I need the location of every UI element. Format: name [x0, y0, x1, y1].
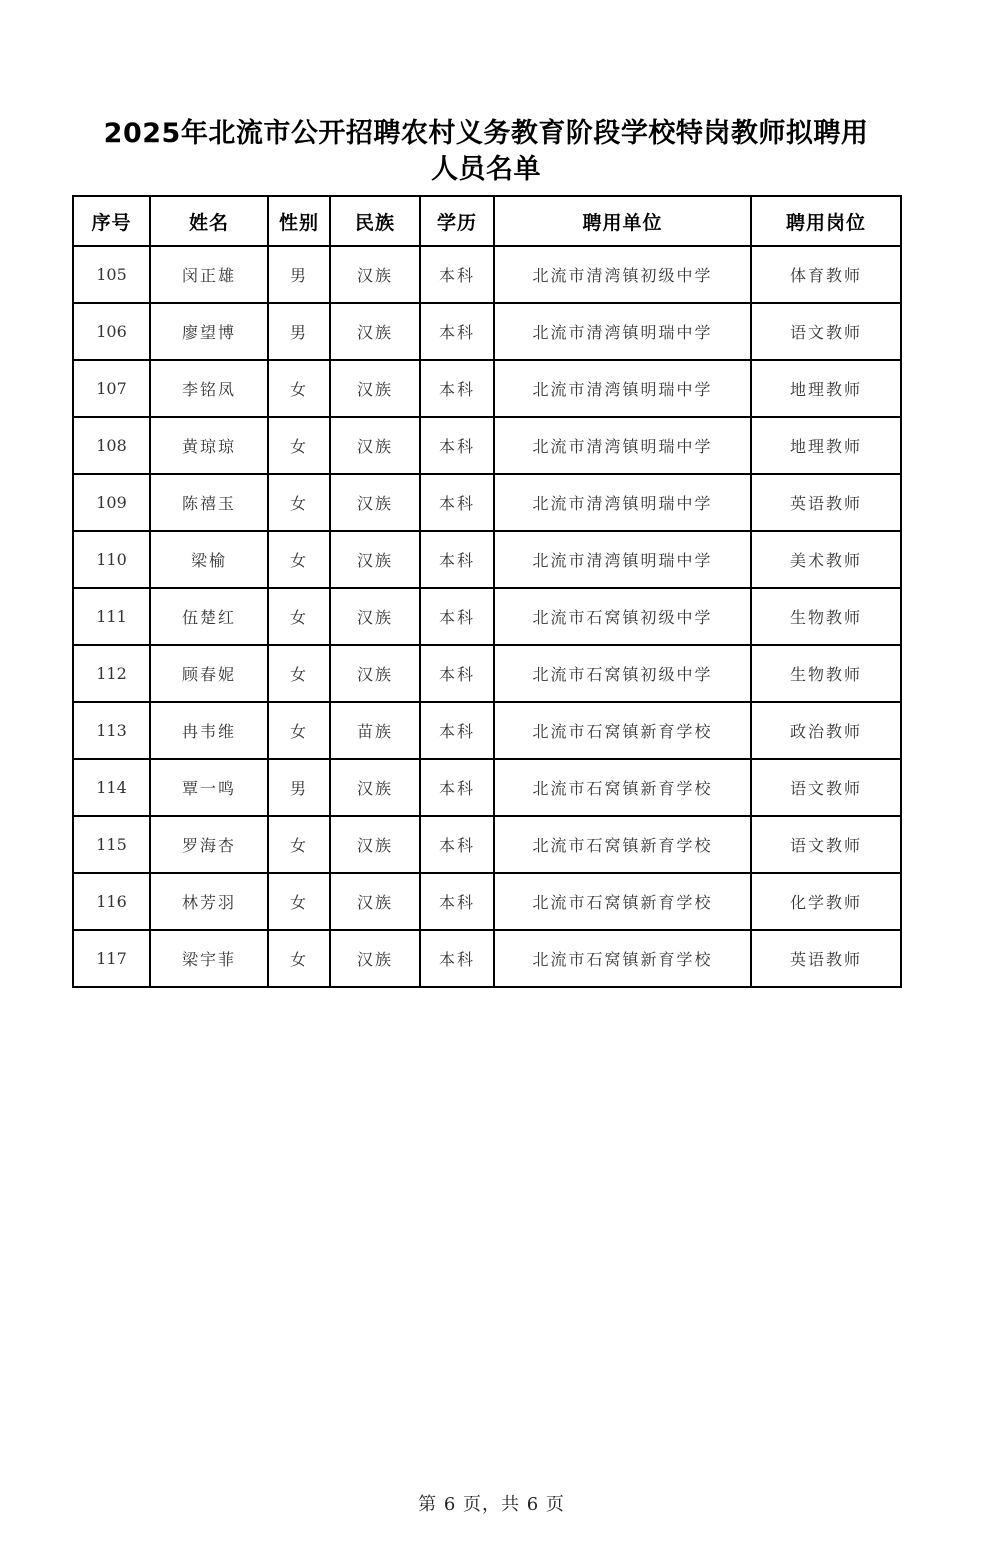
cell-ethnicity: 汉族: [330, 645, 420, 702]
cell-gender: 男: [268, 246, 330, 303]
cell-ethnicity: 汉族: [330, 588, 420, 645]
cell-education: 本科: [420, 588, 494, 645]
cell-education: 本科: [420, 930, 494, 987]
cell-education: 本科: [420, 246, 494, 303]
cell-ethnicity: 苗族: [330, 702, 420, 759]
table-row: [73, 246, 901, 303]
title-line-1: 2025年北流市公开招聘农村义务教育阶段学校特岗教师拟聘用: [103, 118, 869, 149]
header-cell-education: 学历: [420, 196, 494, 246]
cell-name: 陈禧玉: [150, 474, 268, 531]
cell-number: 105: [73, 246, 150, 303]
cell-education: 本科: [420, 360, 494, 417]
table-row: [73, 645, 901, 702]
cell-name: 梁宇菲: [150, 930, 268, 987]
cell-name: 林芳羽: [150, 873, 268, 930]
cell-gender: 男: [268, 759, 330, 816]
cell-gender: 女: [268, 417, 330, 474]
cell-ethnicity: 汉族: [330, 816, 420, 873]
cell-gender: 女: [268, 531, 330, 588]
table-row: [73, 930, 901, 987]
cell-post: 生物教师: [751, 588, 901, 645]
cell-unit: 北流市石窝镇初级中学: [494, 588, 751, 645]
cell-post: 英语教师: [751, 930, 901, 987]
cell-name: 黄琼琼: [150, 417, 268, 474]
table-row: [73, 360, 901, 417]
cell-unit: 北流市清湾镇明瑞中学: [494, 474, 751, 531]
cell-ethnicity: 汉族: [330, 417, 420, 474]
cell-name: 覃一鸣: [150, 759, 268, 816]
cell-post: 美术教师: [751, 531, 901, 588]
cell-post: 体育教师: [751, 246, 901, 303]
cell-education: 本科: [420, 303, 494, 360]
cell-number: 113: [73, 702, 150, 759]
cell-gender: 女: [268, 360, 330, 417]
cell-education: 本科: [420, 702, 494, 759]
cell-gender: 女: [268, 930, 330, 987]
cell-gender: 女: [268, 588, 330, 645]
cell-name: 罗海杏: [150, 816, 268, 873]
cell-gender: 女: [268, 816, 330, 873]
table-row: [73, 474, 901, 531]
cell-number: 108: [73, 417, 150, 474]
cell-post: 地理教师: [751, 360, 901, 417]
cell-number: 117: [73, 930, 150, 987]
cell-name: 顾春妮: [150, 645, 268, 702]
cell-unit: 北流市清湾镇明瑞中学: [494, 360, 751, 417]
title-line-2: 人员名单: [431, 154, 541, 185]
cell-name: 梁榆: [150, 531, 268, 588]
cell-post: 地理教师: [751, 417, 901, 474]
cell-number: 112: [73, 645, 150, 702]
table-header-row: [73, 196, 901, 246]
cell-education: 本科: [420, 873, 494, 930]
cell-post: 语文教师: [751, 816, 901, 873]
cell-post: 语文教师: [751, 303, 901, 360]
cell-post: 政治教师: [751, 702, 901, 759]
cell-name: 闵正雄: [150, 246, 268, 303]
cell-name: 伍楚红: [150, 588, 268, 645]
cell-unit: 北流市清湾镇明瑞中学: [494, 417, 751, 474]
table-row: [73, 816, 901, 873]
header-cell-name: 姓名: [150, 196, 268, 246]
header-cell-ethnicity: 民族: [330, 196, 420, 246]
cell-ethnicity: 汉族: [330, 873, 420, 930]
cell-name: 李铭凤: [150, 360, 268, 417]
cell-unit: 北流市石窝镇初级中学: [494, 645, 751, 702]
header-cell-unit: 聘用单位: [494, 196, 751, 246]
table-row: [73, 759, 901, 816]
cell-ethnicity: 汉族: [330, 303, 420, 360]
table-row: [73, 873, 901, 930]
cell-unit: 北流市清湾镇初级中学: [494, 246, 751, 303]
cell-education: 本科: [420, 474, 494, 531]
cell-ethnicity: 汉族: [330, 474, 420, 531]
cell-number: 111: [73, 588, 150, 645]
cell-education: 本科: [420, 759, 494, 816]
table-row: [73, 588, 901, 645]
cell-name: 廖望博: [150, 303, 268, 360]
cell-number: 106: [73, 303, 150, 360]
cell-ethnicity: 汉族: [330, 759, 420, 816]
cell-ethnicity: 汉族: [330, 531, 420, 588]
cell-number: 107: [73, 360, 150, 417]
cell-gender: 女: [268, 645, 330, 702]
page-footer: 第 6 页，共 6 页: [418, 1494, 565, 1515]
cell-ethnicity: 汉族: [330, 930, 420, 987]
cell-post: 生物教师: [751, 645, 901, 702]
cell-education: 本科: [420, 816, 494, 873]
cell-number: 115: [73, 816, 150, 873]
cell-ethnicity: 汉族: [330, 360, 420, 417]
cell-post: 英语教师: [751, 474, 901, 531]
cell-education: 本科: [420, 417, 494, 474]
header-cell-post: 聘用岗位: [751, 196, 901, 246]
cell-unit: 北流市清湾镇明瑞中学: [494, 531, 751, 588]
cell-gender: 女: [268, 474, 330, 531]
cell-post: 化学教师: [751, 873, 901, 930]
document-title: [60, 116, 912, 188]
table-row: [73, 702, 901, 759]
roster-table: [72, 195, 902, 988]
cell-name: 冉韦维: [150, 702, 268, 759]
cell-ethnicity: 汉族: [330, 246, 420, 303]
cell-unit: 北流市石窝镇新育学校: [494, 816, 751, 873]
table-row: [73, 417, 901, 474]
cell-gender: 男: [268, 303, 330, 360]
cell-education: 本科: [420, 531, 494, 588]
header-cell-gender: 性别: [268, 196, 330, 246]
cell-unit: 北流市石窝镇新育学校: [494, 873, 751, 930]
cell-education: 本科: [420, 645, 494, 702]
cell-post: 语文教师: [751, 759, 901, 816]
cell-number: 114: [73, 759, 150, 816]
cell-number: 110: [73, 531, 150, 588]
cell-unit: 北流市清湾镇明瑞中学: [494, 303, 751, 360]
table-body: [73, 246, 901, 987]
header-cell-number: 序号: [73, 196, 150, 246]
table-row: [73, 531, 901, 588]
cell-gender: 女: [268, 873, 330, 930]
cell-unit: 北流市石窝镇新育学校: [494, 702, 751, 759]
cell-unit: 北流市石窝镇新育学校: [494, 759, 751, 816]
cell-number: 109: [73, 474, 150, 531]
table-row: [73, 303, 901, 360]
cell-number: 116: [73, 873, 150, 930]
cell-gender: 女: [268, 702, 330, 759]
cell-unit: 北流市石窝镇新育学校: [494, 930, 751, 987]
